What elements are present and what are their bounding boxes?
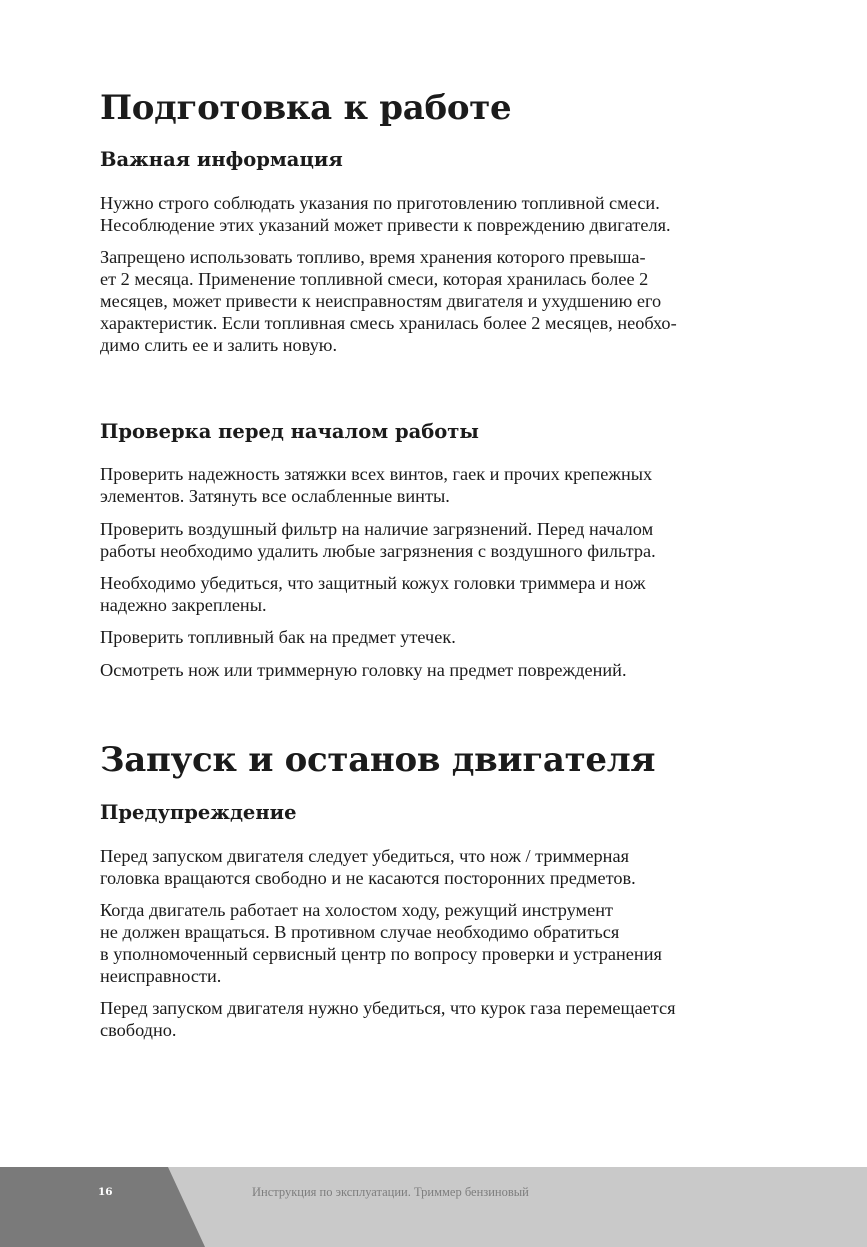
text-line: Необходимо убедиться, что защитный кожух головки триммера и нож bbox=[100, 573, 646, 593]
paragraph-fuel-mix-instructions bbox=[100, 192, 671, 236]
paragraph-check-air-filter bbox=[100, 518, 656, 562]
paragraph-free-rotation bbox=[100, 845, 636, 889]
paragraph-fuel-storage bbox=[100, 246, 677, 356]
text-line: характеристик. Если топливная смесь хранилась более 2 месяцев, необхо- bbox=[100, 313, 677, 333]
paragraph-inspect-blade bbox=[100, 659, 627, 681]
text-line: надежно закреплены. bbox=[100, 595, 267, 615]
text-line: ет 2 месяца. Применение топливной смеси, которая хранилась более 2 bbox=[100, 269, 649, 289]
footer-page-tab bbox=[0, 1167, 205, 1247]
text-line: неисправности. bbox=[100, 966, 222, 986]
text-line: Несоблюдение этих указаний может привести к повреждению двигателя. bbox=[100, 215, 671, 235]
text-line: Осмотреть нож или триммерную головку на предмет повреждений. bbox=[100, 660, 627, 680]
text-line: в уполномоченный сервисный центр по вопросу проверки и устранения bbox=[100, 944, 662, 964]
footer-document-title: Инструкция по эксплуатации. Триммер бензиновый bbox=[252, 1185, 529, 1199]
paragraph-idle-rotation bbox=[100, 899, 662, 987]
paragraph-check-fasteners bbox=[100, 463, 652, 507]
text-line: Перед запуском двигателя следует убедиться, что нож / триммерная bbox=[100, 846, 629, 866]
text-line: Перед запуском двигателя нужно убедиться, что курок газа перемещается bbox=[100, 998, 676, 1018]
paragraph-check-fuel-tank bbox=[100, 626, 456, 648]
page-footer bbox=[0, 1167, 867, 1247]
text-line: димо слить ее и залить новую. bbox=[100, 335, 338, 355]
text-line: не должен вращаться. В противном случае необходимо обратиться bbox=[100, 922, 620, 942]
section-title-preparation: Подготовка к работе bbox=[100, 88, 512, 128]
subheading-warning: Предупреждение bbox=[100, 801, 297, 824]
text-line: работы необходимо удалить любые загрязнения с воздушного фильтра. bbox=[100, 541, 656, 561]
text-line: Проверить воздушный фильтр на наличие загрязнений. Перед началом bbox=[100, 519, 654, 539]
paragraph-throttle-trigger bbox=[100, 997, 676, 1041]
text-line: элементов. Затянуть все ослабленные винты. bbox=[100, 486, 450, 506]
text-line: Проверить топливный бак на предмет утечек. bbox=[100, 627, 456, 647]
subheading-important-info: Важная информация bbox=[100, 148, 343, 171]
text-line: Запрещено использовать топливо, время хранения которого превыша- bbox=[100, 247, 646, 267]
text-line: Проверить надежность затяжки всех винтов, гаек и прочих крепежных bbox=[100, 464, 653, 484]
text-line: Нужно строго соблюдать указания по приготовлению топливной смеси. bbox=[100, 193, 660, 213]
page-number: 16 bbox=[98, 1186, 113, 1198]
text-line: головка вращаются свободно и не касаются посторонних предметов. bbox=[100, 868, 636, 888]
section-title-engine-start-stop: Запуск и останов двигателя bbox=[100, 740, 656, 780]
text-line: Когда двигатель работает на холостом ходу, режущий инструмент bbox=[100, 900, 613, 920]
paragraph-check-guard bbox=[100, 572, 646, 616]
subheading-pre-start-check: Проверка перед началом работы bbox=[100, 420, 479, 443]
text-line: месяцев, может привести к неисправностям двигателя и ухудшению его bbox=[100, 291, 662, 311]
text-line: свободно. bbox=[100, 1020, 177, 1040]
